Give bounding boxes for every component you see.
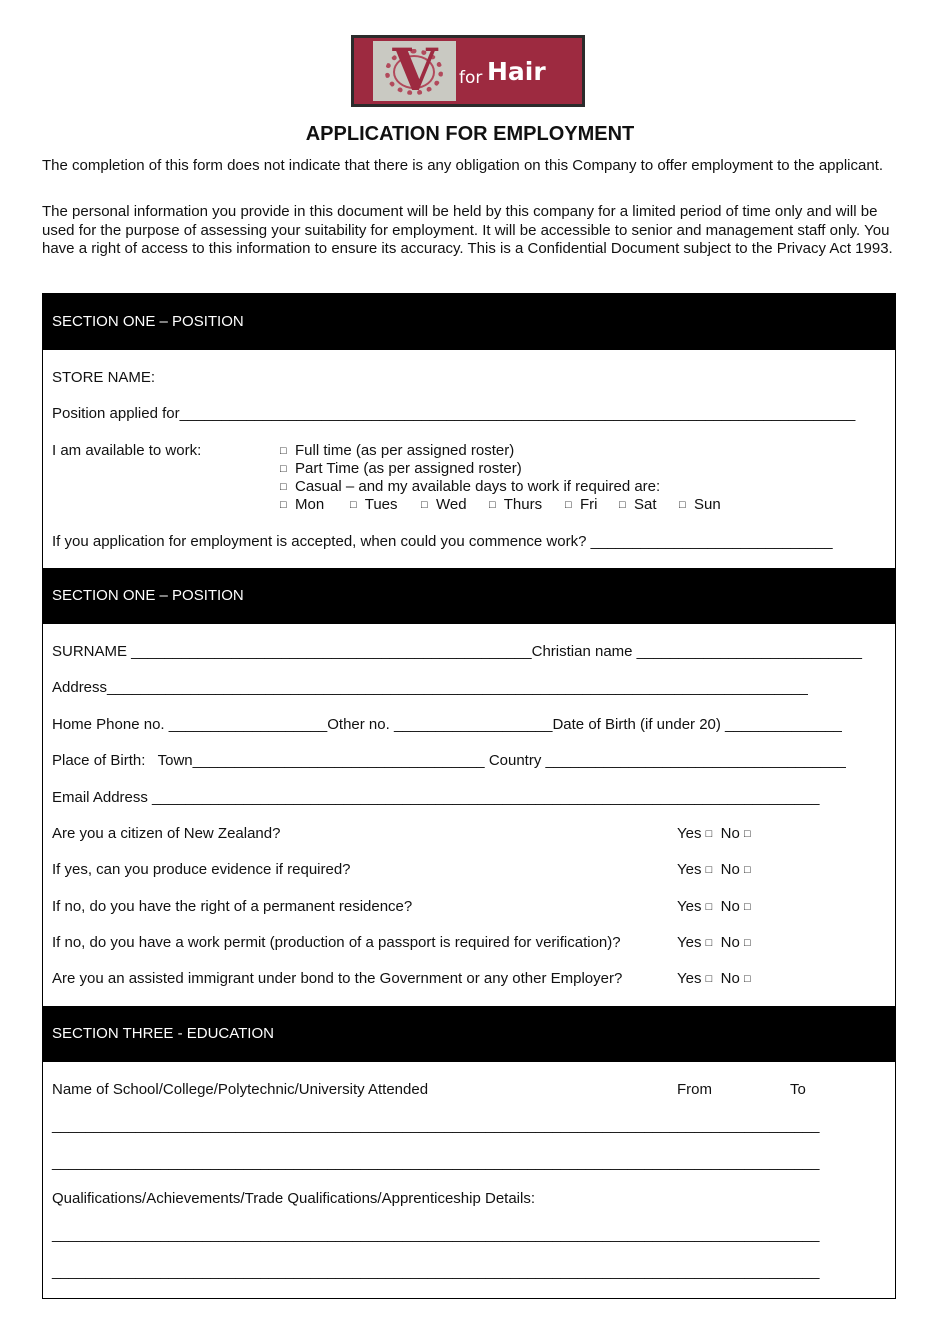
day-label: Tues xyxy=(364,496,398,513)
section-two-header xyxy=(43,568,895,624)
question-residence: If no, do you have the right of a permanent residence? xyxy=(52,898,413,915)
application-form xyxy=(42,293,896,1299)
checkbox-icon[interactable]: □ xyxy=(705,828,713,840)
section-two-heading: SECTION ONE – POSITION xyxy=(52,587,244,604)
yes-label: Yes xyxy=(677,861,702,878)
evidence-yes-no[interactable] xyxy=(677,861,751,878)
checkbox-icon[interactable]: □ xyxy=(744,864,751,876)
no-label: No xyxy=(720,861,740,878)
other-no-label: Other no. xyxy=(327,716,390,733)
surname-row[interactable]: SURNAME ________________________________________________Christian name ___________________________ xyxy=(52,643,862,660)
country-label: Country xyxy=(488,752,542,769)
intro-paragraph-2: The personal information you provide in this document will be held by this company for a limited period of time only and will be used for the purpose of assessing your suitability for employment. It will be accessible to senior and management staff only. You have a right of access to this information to ensure its accuracy. This is a Confidential Document subject to the Privacy Act 1993. xyxy=(42,203,893,257)
checkbox-icon[interactable]: □ xyxy=(744,828,751,840)
day-label: Sat xyxy=(634,496,657,513)
checkbox-icon[interactable]: □ xyxy=(619,499,626,511)
checkbox-icon[interactable]: □ xyxy=(744,937,751,949)
yes-label: Yes xyxy=(677,934,702,951)
availability-label: I am available to work: xyxy=(52,442,202,459)
no-label: No xyxy=(720,898,740,915)
day-sun[interactable] xyxy=(679,496,721,513)
yes-label: Yes xyxy=(677,825,702,842)
position-applied-field[interactable]: Position applied for_________________________________________________________________________________ xyxy=(52,405,856,422)
position-applied-label: Position applied for xyxy=(52,405,180,422)
school-line-1[interactable]: ____________________________________________________________________________________________ xyxy=(52,1117,820,1134)
question-citizen: Are you a citizen of New Zealand? xyxy=(52,825,281,842)
logo-for-text: for xyxy=(459,68,483,88)
day-tues[interactable] xyxy=(350,496,398,513)
day-label: Fri xyxy=(580,496,598,513)
email-label: Email Address xyxy=(52,789,148,806)
checkbox-icon[interactable]: □ xyxy=(705,901,713,913)
qualifications-line-1[interactable]: ____________________________________________________________________________________________ xyxy=(52,1226,820,1243)
dob-label: Date of Birth (if under 20) xyxy=(552,716,721,733)
schools-label: Name of School/College/Polytechnic/University Attended xyxy=(52,1081,429,1098)
residence-yes-no[interactable] xyxy=(677,898,751,915)
checkbox-icon[interactable]: □ xyxy=(565,499,572,511)
address-row[interactable]: Address____________________________________________________________________________________ xyxy=(52,679,808,696)
section-three-heading: SECTION THREE - EDUCATION xyxy=(52,1025,274,1042)
logo-letter: V xyxy=(392,41,438,101)
section-one-heading: SECTION ONE – POSITION xyxy=(52,313,244,330)
checkbox-icon[interactable]: □ xyxy=(744,901,751,913)
address-label: Address xyxy=(52,679,108,696)
from-label: From xyxy=(677,1081,712,1098)
christian-name-label: Christian name xyxy=(531,643,633,660)
section-one-header xyxy=(43,294,895,350)
day-thurs[interactable] xyxy=(489,496,542,513)
qualifications-line-2[interactable]: ____________________________________________________________________________________________ xyxy=(52,1263,820,1280)
checkbox-icon[interactable]: □ xyxy=(280,481,287,493)
checkbox-icon[interactable]: □ xyxy=(280,463,287,475)
no-label: No xyxy=(720,825,740,842)
yes-label: Yes xyxy=(677,898,702,915)
logo-hair-text: Hair xyxy=(487,57,546,86)
surname-label: SURNAME xyxy=(52,643,128,660)
option-full-time[interactable] xyxy=(280,442,514,459)
checkbox-icon[interactable]: □ xyxy=(705,864,713,876)
checkbox-icon[interactable]: □ xyxy=(679,499,686,511)
day-label: Thurs xyxy=(503,496,543,513)
work-permit-yes-no[interactable] xyxy=(677,934,751,951)
option-label: Part Time (as per assigned roster) xyxy=(295,460,522,477)
home-phone-label: Home Phone no. xyxy=(52,716,165,733)
checkbox-icon[interactable]: □ xyxy=(280,445,287,457)
day-sat[interactable] xyxy=(619,496,657,513)
option-part-time[interactable] xyxy=(280,460,522,477)
section-three-header xyxy=(43,1006,895,1062)
company-logo xyxy=(351,35,585,107)
no-label: No xyxy=(720,970,740,987)
question-immigrant: Are you an assisted immigrant under bond to the Government or any other Employer? xyxy=(52,970,623,987)
checkbox-icon[interactable]: □ xyxy=(421,499,428,511)
email-row[interactable]: Email Address ________________________________________________________________________________ xyxy=(52,789,820,806)
qualifications-label: Qualifications/Achievements/Trade Qualifications/Apprenticeship Details: xyxy=(52,1190,536,1207)
town-label: Town xyxy=(157,752,193,769)
yes-label: Yes xyxy=(677,970,702,987)
day-mon[interactable] xyxy=(280,496,324,513)
question-work-permit: If no, do you have a work permit (production of a passport is required for verification)? xyxy=(52,934,621,951)
option-label: Full time (as per assigned roster) xyxy=(295,442,515,459)
checkbox-icon[interactable]: □ xyxy=(744,973,751,985)
page-title: APPLICATION FOR EMPLOYMENT xyxy=(305,123,635,145)
day-label: Mon xyxy=(295,496,325,513)
question-evidence: If yes, can you produce evidence if required? xyxy=(52,861,351,878)
no-label: No xyxy=(720,934,740,951)
checkbox-icon[interactable]: □ xyxy=(350,499,357,511)
place-of-birth-label: Place of Birth: xyxy=(52,752,146,769)
commence-label: If you application for employment is accepted, when could you commence work? xyxy=(52,533,587,550)
phone-row[interactable]: Home Phone no. ___________________Other no. ___________________Date of Birth (if under 20) ______________ xyxy=(52,716,842,733)
checkbox-icon[interactable]: □ xyxy=(489,499,496,511)
intro-paragraph-1: The completion of this form does not indicate that there is any obligation on this Company to offer employment to the applicant. xyxy=(42,157,884,174)
option-label: Casual – and my available days to work if required are: xyxy=(295,478,661,495)
store-name-label: STORE NAME: xyxy=(52,369,156,386)
immigrant-yes-no[interactable] xyxy=(677,970,751,987)
day-wed[interactable] xyxy=(421,496,467,513)
commence-field[interactable]: If you application for employment is accepted, when could you commence work? _____________________________ xyxy=(52,533,833,550)
school-line-2[interactable]: ____________________________________________________________________________________________ xyxy=(52,1154,820,1171)
to-label: To xyxy=(790,1081,806,1098)
option-casual[interactable] xyxy=(280,478,660,495)
citizen-yes-no[interactable] xyxy=(677,825,751,842)
logo-emblem xyxy=(373,41,456,101)
place-of-birth-row[interactable]: Place of Birth: Town___________________________________ Country ____________________________________ xyxy=(52,752,846,769)
checkbox-icon[interactable]: □ xyxy=(705,973,713,985)
day-fri[interactable] xyxy=(565,496,598,513)
day-label: Sun xyxy=(694,496,721,513)
day-label: Wed xyxy=(436,496,467,513)
checkbox-icon[interactable]: □ xyxy=(705,937,713,949)
checkbox-icon[interactable]: □ xyxy=(280,499,287,511)
